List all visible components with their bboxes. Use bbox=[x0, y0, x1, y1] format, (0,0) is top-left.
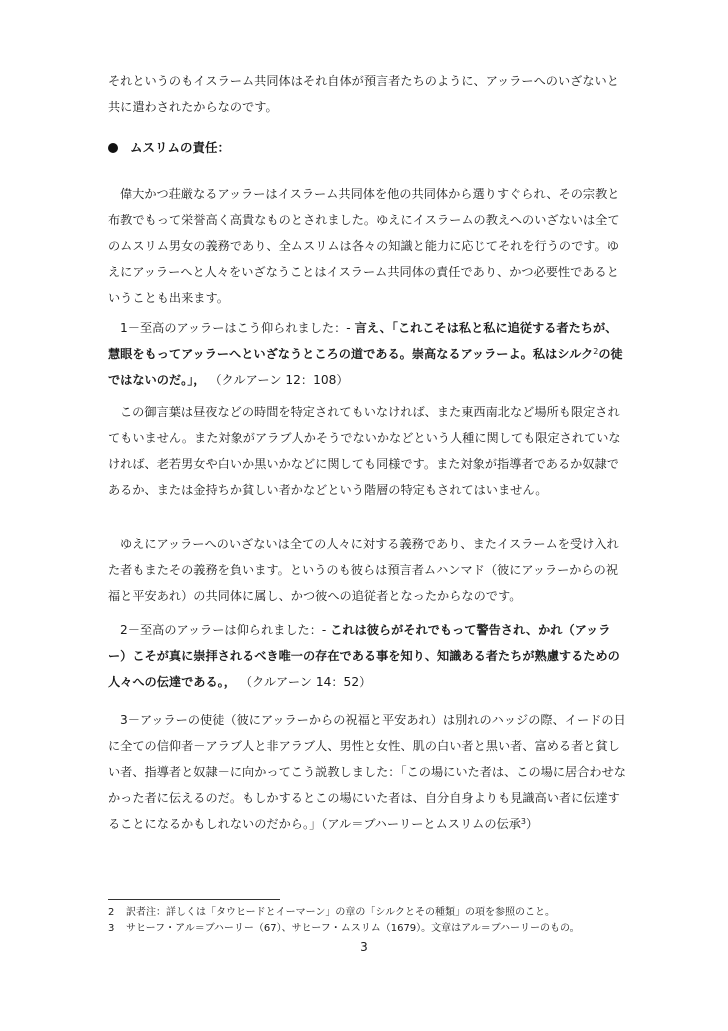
verse-2-paragraph bbox=[108, 617, 628, 695]
verse-1-text-end: の徒ではないのだ。」， bbox=[108, 347, 623, 387]
footnote-3 bbox=[108, 921, 648, 937]
hadith-paragraph bbox=[108, 707, 628, 837]
footnote-number: 3 bbox=[108, 923, 115, 934]
hadith-text: 3－アッラーの使徒（彼にアッラーからの祝福と平安あれ）は別れのハッジの際、イードの日に全ての信仰者－アラブ人と非アラブ人、男性と女性、肌の白い者と黒い者、富める者と貧しい者、指導者と奴隷－に向かってこう説教しました：「この場にいた者は、この場に居合わせなかった者に伝えるのだ。もしかするとこの場にいた者は、自分自身よりも見識高い者に伝達することになるかもしれないのだから。」（アル＝ブハーリーとムスリムの伝承 bbox=[108, 713, 626, 831]
footnote-ref-2: 2 bbox=[593, 347, 599, 356]
intro-paragraph: それというのもイスラーム共同体はそれ自体が預言者たちのように、アッラーへのいざないと共に遣わされたからなのです。 bbox=[108, 74, 619, 114]
obligation-paragraph: ゆえにアッラーへのいざないは全ての人々に対する義務であり、またイスラームを受け入れた者もまたその義務を負います。というのも彼らは預言者ムハンマド（彼にアッラーからの祝福と平安あれ）の共同体に属し、かつ彼への追従者となったからなのです。 bbox=[108, 537, 619, 603]
section-heading-text: ムスリムの責任： bbox=[130, 140, 231, 155]
responsibility-paragraph: 偉大かつ荘厳なるアッラーはイスラーム共同体を他の共同体から選りすぐられ、その宗教と布教でもって栄誉高く高貴なものとされました。ゆえにイスラームの教えへのいざないは全てのムスリム男女の義務であり、全ムスリムは各々の知識と能力に応じてそれを行うのです。ゆえにアッラーへと人々をいざなうことはイスラーム共同体の責任であり、かつ必要性であるということも出来ます。 bbox=[108, 187, 620, 305]
footnote-2 bbox=[108, 905, 648, 921]
explanation-paragraph: この御言葉は昼夜などの時間を特定されてもいなければ、また東西南北など場所も限定されてもいません。また対象がアラブ人かそうでないかなどという人種に関しても限定されていなければ、老若男女や白いか黒いかなどに関しても同様です。また対象が指導者であるか奴隷であるか、または金持ちか貧しい者かなどという階層の特定もされてはいません。 bbox=[108, 405, 621, 497]
footnote-text: 訳者注：詳しくは「タウヒードとイーマーン」の章の「シルクとその種類」の項を参照のこと。 bbox=[126, 907, 555, 918]
verse-2-intro: 2－至高のアッラーは仰られました：- bbox=[120, 623, 327, 637]
footnote-number: 2 bbox=[108, 907, 115, 918]
bullet-icon bbox=[108, 143, 118, 153]
verse-2-text: これは彼らがそれでもって警告され、かれ（アッラー）こそが真に崇拝されるべき唯一の存在である事を知り、知識ある者たちが熟慮するための人々への伝達である。， bbox=[108, 623, 620, 689]
page-number: 3 bbox=[360, 940, 368, 954]
verse-1-text: 言え、「これこそは私と私に追従する者たちが、慧眼をもってアッラーへといざなうところの道である。崇高なるアッラーよ。私はシルク bbox=[108, 321, 618, 361]
verse-1-intro: 1－至高のアッラーはこう仰られました：- bbox=[120, 321, 351, 335]
section-heading bbox=[108, 135, 230, 161]
footnote-divider bbox=[108, 899, 280, 900]
footnote-ref-3: 3 bbox=[520, 817, 526, 826]
verse-2-reference: （クルアーン 14：52） bbox=[239, 675, 372, 689]
footnote-text: サヒーフ・アル＝ブハーリー（67）、サヒーフ・ムスリム（1679）。文章はアル＝ブハーリーのもの。 bbox=[126, 923, 580, 934]
verse-1-reference: （クルアーン 12：108） bbox=[209, 373, 349, 387]
hadith-close: ） bbox=[526, 817, 539, 831]
verse-1-paragraph bbox=[108, 315, 628, 393]
